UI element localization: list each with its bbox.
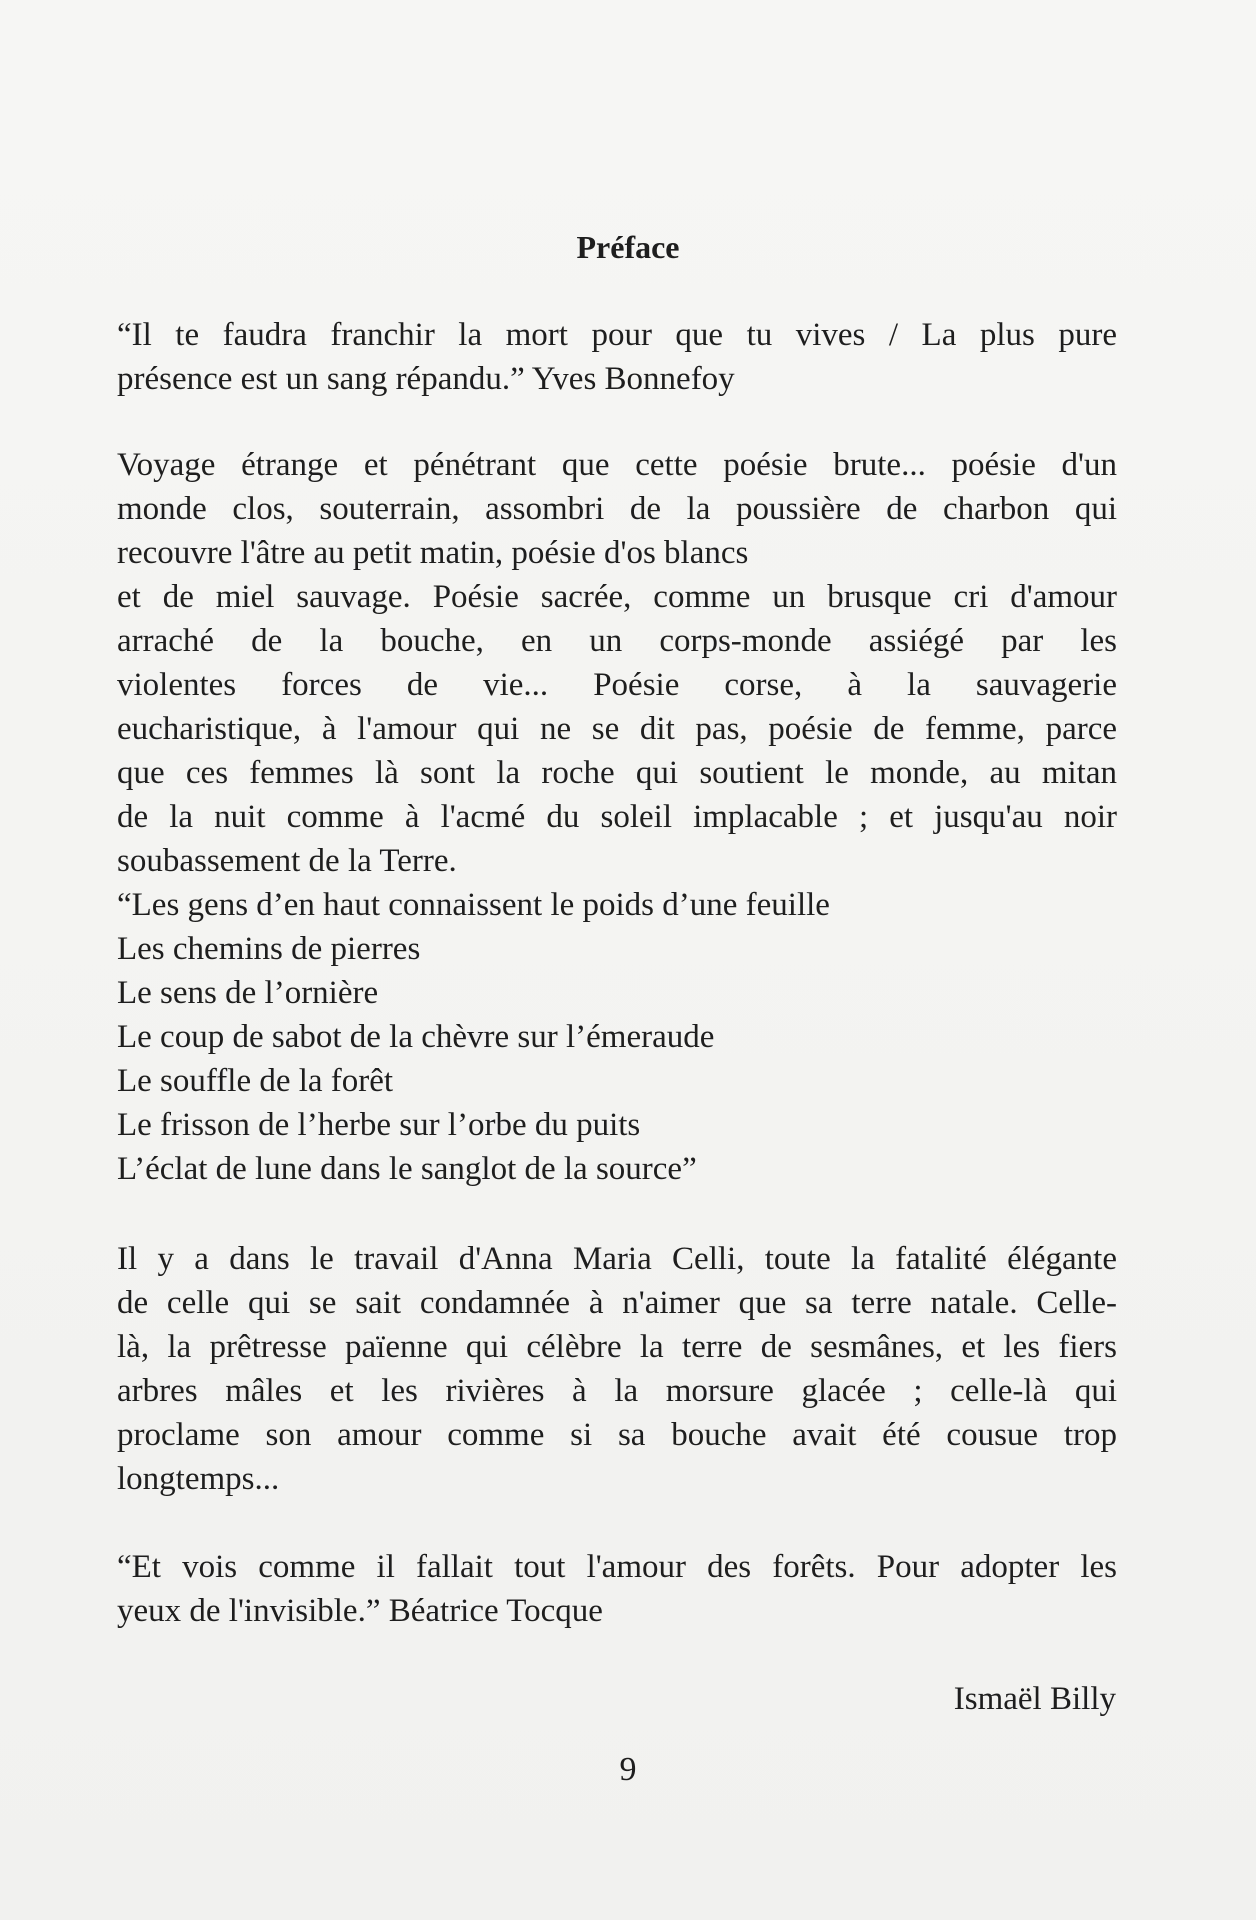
epigraph-line: “Il te faudra franchir la mort pour que tu vives / La plus pure (117, 317, 1117, 353)
epigraph-line: yeux de l'invisible.” Béatrice Tocque (117, 1593, 603, 1629)
poem-line: Les chemins de pierres (117, 931, 421, 967)
paragraph-line: monde clos, souterrain, assombri de la poussière de charbon qui (117, 491, 1117, 527)
poem-quote (117, 883, 1117, 1191)
paragraph-line: et de miel sauvage. Poésie sacrée, comme un brusque cri d'amour (117, 579, 1117, 615)
paragraph-line: proclame son amour comme si sa bouche avait été cousue trop (117, 1417, 1117, 1453)
epigraph-line: “Et vois comme il fallait tout l'amour des forêts. Pour adopter les (117, 1549, 1117, 1585)
epigraph-line: présence est un sang répandu.” Yves Bonnefoy (117, 361, 735, 397)
paragraph-line: recouvre l'âtre au petit matin, poésie d'os blancs (117, 535, 749, 571)
author-signature: Ismaël Billy (953, 1681, 1116, 1717)
paragraph-line: Voyage étrange et pénétrant que cette poésie brute... poésie d'un (117, 447, 1117, 483)
paragraph-line: eucharistique, à l'amour qui ne se dit pas, poésie de femme, parce (117, 711, 1117, 747)
paragraph-line: arraché de la bouche, en un corps-monde assiégé par les (117, 623, 1117, 659)
paragraph-line: arbres mâles et les rivières à la morsure glacée ; celle-là qui (117, 1373, 1117, 1409)
poem-line: L’éclat de lune dans le sanglot de la source” (117, 1151, 697, 1187)
paragraph-anna-maria-celli (117, 1237, 1117, 1501)
epigraph-tocque (117, 1545, 1117, 1633)
epigraph-bonnefoy (117, 313, 1117, 401)
paragraph-line: soubassement de la Terre. (117, 843, 457, 879)
poem-line: Le souffle de la forêt (117, 1063, 394, 1099)
poem-line: Le coup de sabot de la chèvre sur l’émeraude (117, 1019, 715, 1055)
poem-line: Le sens de l’ornière (117, 975, 379, 1011)
poem-line: “Les gens d’en haut connaissent le poids d’une feuille (117, 887, 830, 923)
page-number: 9 (619, 1751, 637, 1788)
paragraph-line: longtemps... (117, 1461, 280, 1497)
paragraph-line: de la nuit comme à l'acmé du soleil implacable ; et jusqu'au noir (117, 799, 1117, 835)
paragraph-line: Il y a dans le travail d'Anna Maria Celli, toute la fatalité élégante (117, 1241, 1117, 1277)
paragraph-line: de celle qui se sait condamnée à n'aimer que sa terre natale. Celle- (117, 1285, 1117, 1321)
paragraph-line: violentes forces de vie... Poésie corse, à la sauvagerie (117, 667, 1117, 703)
paragraph-voyage (117, 443, 1117, 883)
poem-line: Le frisson de l’herbe sur l’orbe du puits (117, 1107, 641, 1143)
page-title: Préface (576, 229, 680, 265)
paragraph-line: là, la prêtresse païenne qui célèbre la terre de sesmânes, et les fiers (117, 1329, 1117, 1365)
paragraph-line: que ces femmes là sont la roche qui soutient le monde, au mitan (117, 755, 1117, 791)
